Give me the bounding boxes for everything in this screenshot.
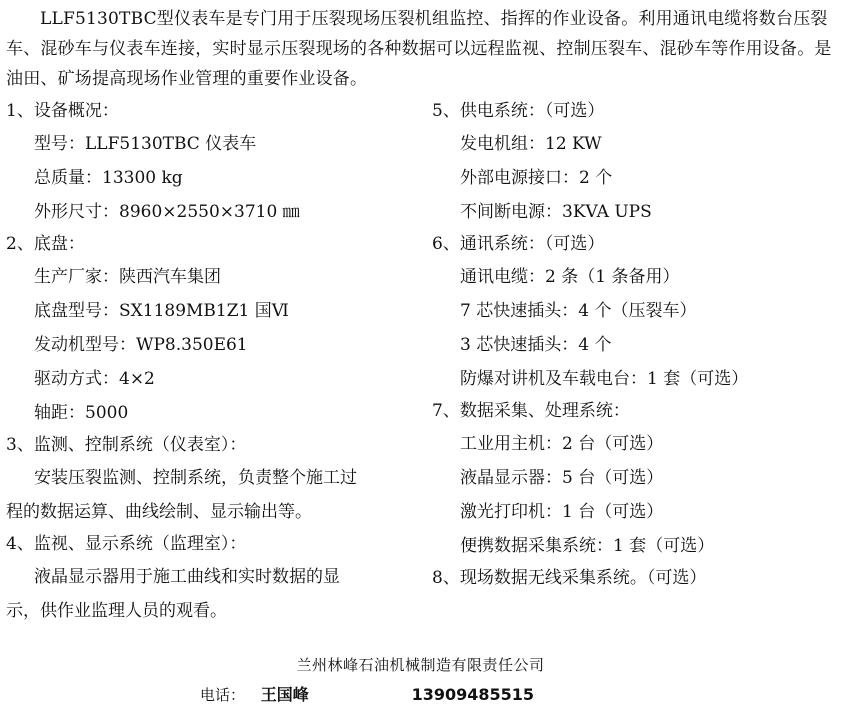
- spec-drive: 驱动方式：4×2: [34, 369, 155, 389]
- spec-3pin-plug: 3 芯快速插头：4 个: [460, 335, 612, 355]
- section-6-title: 6、通讯系统：（可选）: [432, 234, 605, 254]
- spec-ups: 不间断电源：3KVA UPS: [460, 202, 652, 222]
- spec-total-mass: 总质量：13300 kg: [34, 168, 183, 188]
- phone-label: 电话：: [200, 686, 246, 704]
- section-8-title: 8、现场数据无线采集系统。（可选）: [432, 568, 707, 588]
- spec-chassis-model: 底盘型号：SX1189MB1Z1 国Ⅵ: [34, 301, 289, 321]
- left-column: [6, 96, 426, 628]
- section-3-desc-line1: 安装压裂监测、控制系统，负责整个施工过: [34, 468, 357, 488]
- spec-engine-model: 发动机型号：WP8.350E61: [34, 335, 248, 355]
- section-4-desc-line1: 液晶显示器用于施工曲线和实时数据的显: [34, 567, 340, 587]
- intro-paragraph: [6, 4, 834, 94]
- spec-portable-daq: 便携数据采集系统：1 套（可选）: [460, 536, 715, 556]
- spec-generator: 发电机组：12 KW: [460, 134, 602, 154]
- section-5-title: 5、供电系统：（可选）: [432, 101, 605, 121]
- phone-number: 13909485515: [411, 685, 535, 704]
- section-3-desc: [6, 461, 426, 529]
- contact-name: 王国峰: [260, 685, 309, 704]
- spec-comm-cable: 通讯电缆：2 条（1 条备用）: [460, 267, 680, 287]
- spec-power-ports: 外部电源接口：2 个: [460, 168, 613, 188]
- section-2-title: 2、底盘：: [6, 234, 85, 254]
- section-3-title: 3、监测、控制系统（仪表室）：: [6, 435, 247, 455]
- spec-manufacturer: 生产厂家：陕西汽车集团: [34, 267, 221, 287]
- section-4-desc: [6, 560, 426, 628]
- section-4-desc-line2: 示，供作业监理人员的观看。: [6, 601, 227, 621]
- company-name: 兰州林峰石油机械制造有限责任公司: [296, 656, 545, 674]
- spec-7pin-plug: 7 芯快速插头：4 个（压裂车）: [460, 301, 697, 321]
- spec-model: 型号：LLF5130TBC 仪表车: [34, 134, 257, 154]
- right-column: [432, 96, 837, 594]
- spec-lcd-display: 液晶显示器：5 台（可选）: [460, 468, 664, 488]
- spec-industrial-pc: 工业用主机：2 台（可选）: [460, 434, 664, 454]
- section-4-title: 4、监视、显示系统（监理室）：: [6, 534, 247, 554]
- contact-line: [200, 682, 800, 705]
- spec-laser-printer: 激光打印机：1 台（可选）: [460, 502, 664, 522]
- intro-text: LLF5130TBC型仪表车是专门用于压裂现场压裂机组监控、指挥的作业设备。利用通讯电缆将数台压裂车、混砂车与仪表车连接，实时显示压裂现场的各种数据可以远程监视、控制压裂车、混砂车等作用设备。是油田、矿场提高现场作业管理的重要作业设备。: [6, 9, 832, 89]
- spec-wheelbase: 轴距：5000: [34, 403, 129, 423]
- spec-dimensions: 外形尺寸：8960×2550×3710 ㎜: [34, 202, 300, 222]
- spec-radio: 防爆对讲机及车载电台：1 套（可选）: [460, 369, 749, 389]
- section-3-desc-line2: 程的数据运算、曲线绘制、显示输出等。: [6, 502, 312, 522]
- section-1-title: 1、设备概况：: [6, 101, 119, 121]
- section-7-title: 7、数据采集、处理系统：: [432, 401, 630, 421]
